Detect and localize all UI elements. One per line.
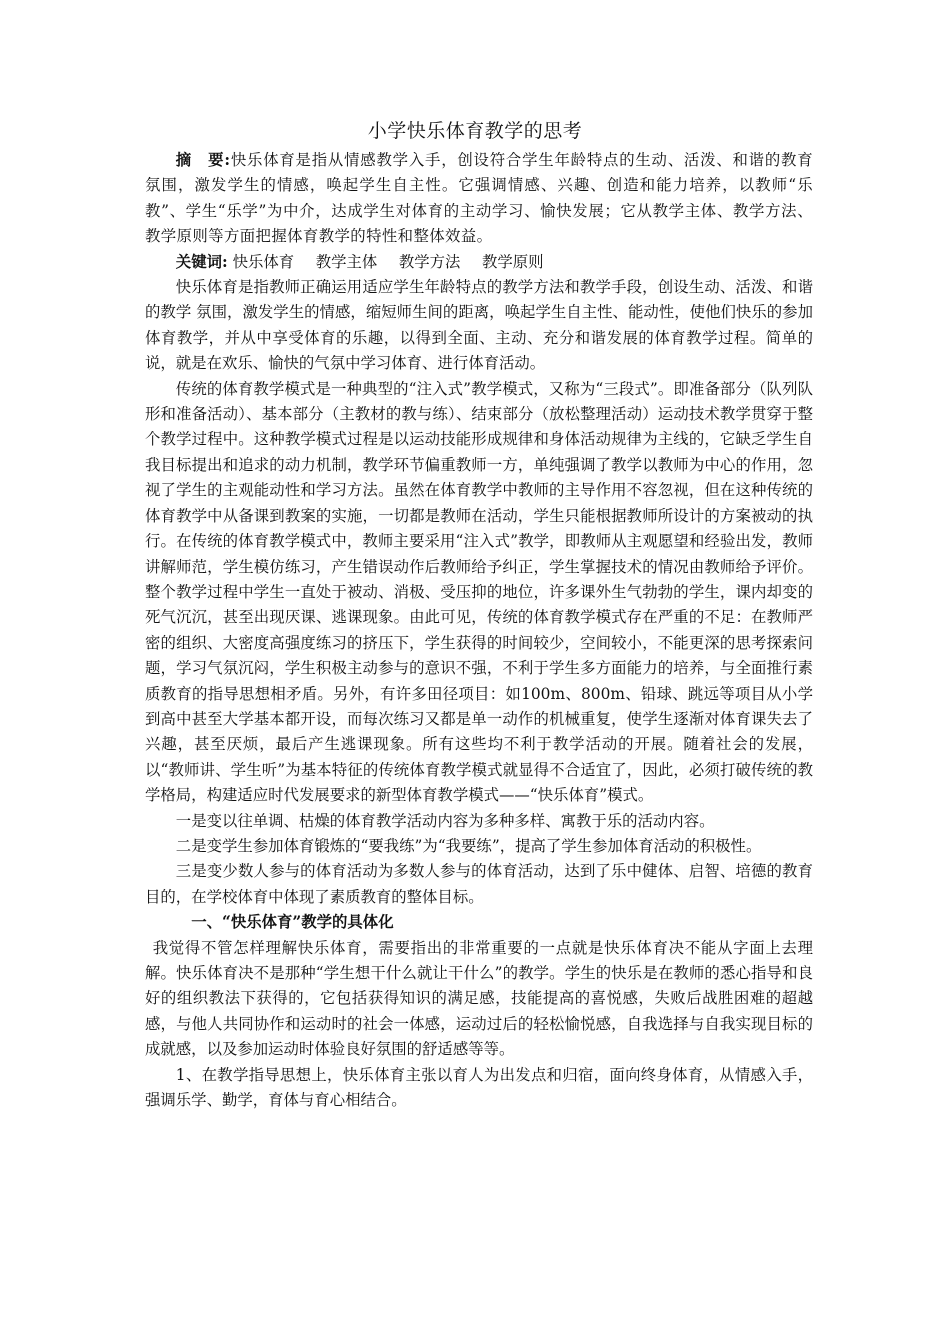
body-paragraph: 我觉得不管怎样理解快乐体育，需要指出的非常重要的一点就是快乐体育决不能从字面上去理解。快乐体育决不是那种“学生想干什么就让干什么”的教学。学生的快乐是在教师的悉心指导和良好的组织教法下获得的，它包括获得知识的满足感，技能提高的喜悦感，失败后战胜困难的超越感，与他人共同协作和运动时的社会一体感，运动过后的轻松愉悦感，自我选择与自我实现目标的成就感，以及参加运动时体验良好氛围的舒适感等等。	[145, 938, 813, 1059]
document-title: 小学快乐体育教学的思考	[367, 120, 583, 142]
keyword-item: 教学方法	[398, 252, 461, 271]
keyword-item: 教学主体	[315, 252, 378, 271]
section-heading: 一、“快乐体育”教学的具体化	[191, 913, 394, 932]
body-paragraph: 一是变以往单调、枯燥的体育教学活动内容为多种多样、寓教于乐的活动内容。	[175, 811, 715, 830]
body-paragraph: 1、在教学指导思想上，快乐体育主张以育人为出发点和归宿，面向终身体育，从情感入手，强调乐学、勤学，育体与育心相结合。	[145, 1065, 813, 1110]
body-paragraph: 传统的体育教学模式是一种典型的“注入式”教学模式，又称为“三段式”。即准备部分（队列队形和准备活动）、基本部分（主教材的教与练）、结束部分（放松整理活动）运动技术教学贯穿于整个教学过程中。这种教学模式过程是以运动技能形成规律和身体活动规律为主线的，它缺乏学生自我目标提出和追求的动力机制，教学环节偏重教师一方，单纯强调了教学以教师为中心的作用，忽视了学生的主观能动性和学习方法。虽然在体育教学中教师的主导作用不容忽视，但在这种传统的体育教学中从备课到教案的实施，一切都是教师在活动，学生只能根据教师所设计的方案被动的执行。在传统的体育教学模式中，教师主要采用“注入式”教学，即教师从主观愿望和经验出发，教师讲解师范，学生模仿练习，产生错误动作后教师给予纠正，学生掌握技术的情况由教师给予评价。整个教学过程中学生一直处于被动、消极、受压抑的地位，许多课外生气勃勃的学生，课内却变的死气沉沉，甚至出现厌课、逃课现象。由此可见，传统的体育教学模式存在严重的不足：在教师严密的组织、大密度高强度练习的挤压下，学生获得的时间较少，空间较小，不能更深的思考探索问题，学习气氛沉闷，学生积极主动参与的意识不强，不利于学生多方面能力的培养，与全面推行素质教育的指导思想相矛盾。另外，有许多田径项目：如100m、800m、铅球、跳远等项目从小学到高中甚至大学基本都开设，而每次练习又都是单一动作的机械重复，使学生逐渐对体育课失去了兴趣，甚至厌烦，最后产生逃课现象。所有这些均不利于教学活动的开展。随着社会的发展，以“教师讲、学生听”为基本特征的传统体育教学模式就显得不合适宜了，因此，必须打破传统的教学格局，构建适应时代发展要求的新型体育教学模式——“快乐体育”模式。	[145, 379, 813, 805]
keyword-item: 教学原则	[481, 252, 544, 271]
keyword-item: 快乐体育	[232, 252, 295, 271]
document-body	[145, 148, 813, 1113]
abstract-label: 摘 要:	[175, 151, 231, 169]
keywords-label: 关键词:	[175, 252, 228, 271]
body-paragraph: 快乐体育是指教师正确运用适应学生年龄特点的教学方法和教学手段，创设生动、活泼、和谐的教学 氛围，激发学生的情感，缩短师生间的距离，唤起学生自主性、能动性，使他们快乐的参加体育教学，并从中享受体育的乐趣，以得到全面、主动、充分和谐发展的体育教学过程。简单的说，就是在欢乐、愉快的气氛中学习体育、进行体育活动。	[145, 278, 813, 373]
body-paragraph: 三是变少数人参与的体育活动为多数人参与的体育活动，达到了乐中健体、启智、培德的教育目的，在学校体育中体现了素质教育的整体目标。	[145, 862, 813, 906]
keywords-line	[145, 250, 813, 275]
abstract-text: 快乐体育是指从情感教学入手，创设符合学生年龄特点的生动、活泼、和谐的教育氛围，激发学生的情感，唤起学生自主性。它强调情感、兴趣、创造和能力培养，以教师“乐教”、学生“乐学”为中介，达成学生对体育的主动学习、愉快发展；它从教学主体、教学方法、教学原则等方面把握体育教学的特性和整体效益。	[145, 151, 813, 246]
abstract-paragraph	[145, 148, 813, 250]
body-paragraph: 二是变学生参加体育锻炼的“要我练”为“我要练”，提高了学生参加体育活动的积极性。	[175, 836, 762, 855]
